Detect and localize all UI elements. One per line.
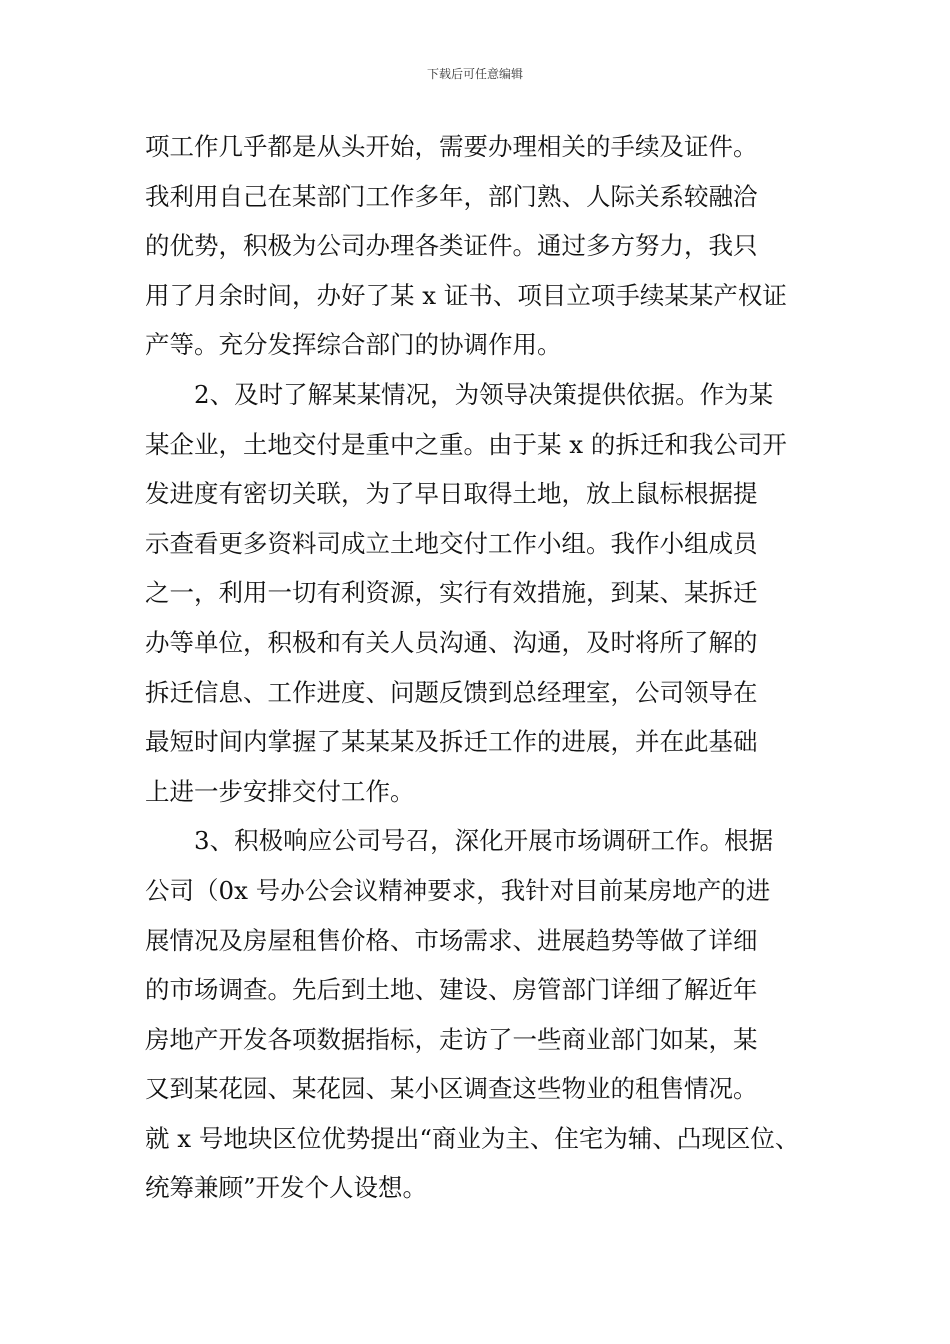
- text-line: 公司（0x 号办公会议精神要求，我针对目前某房地产的进: [145, 875, 771, 905]
- text-line: 我利用自己在某部门工作多年，部门熟、人际关系较融洽: [145, 181, 758, 211]
- text-line: 某企业，土地交付是重中之重。由于某 x 的拆迁和我公司开: [145, 429, 787, 459]
- text-line: 办等单位，积极和有关人员沟通、沟通，及时将所了解的: [145, 627, 758, 657]
- text-line: 最短时间内掌握了某某某及拆迁工作的进展，并在此基础: [145, 727, 758, 757]
- text-line: 拆迁信息、工作进度、问题反馈到总经理室，公司领导在: [145, 677, 758, 707]
- paragraph-start-line: 2、及时了解某某情况，为领导决策提供依据。作为某: [194, 379, 774, 409]
- text-line: 之一，利用一切有利资源，实行有效措施，到某、某拆迁: [145, 578, 758, 608]
- paragraph-start-line: 3、积极响应公司号召，深化开展市场调研工作。根据: [194, 826, 774, 856]
- text-line: 展情况及房屋租售价格、市场需求、进展趋势等做了详细: [145, 925, 758, 955]
- text-line: 又到某花园、某花园、某小区调查这些物业的租售情况。: [145, 1074, 758, 1104]
- document-body: [145, 122, 809, 1213]
- text-line: 示查看更多资料司成立土地交付工作小组。我作小组成员: [145, 528, 758, 558]
- text-line: 发进度有密切关联，为了早日取得土地，放上鼠标根据提: [145, 479, 758, 509]
- text-line: 产等。充分发挥综合部门的协调作用。: [145, 330, 562, 360]
- text-line: 统筹兼顾”开发个人设想。: [145, 1173, 428, 1203]
- text-line: 用了月余时间，办好了某 x 证书、项目立项手续某某产权证: [145, 280, 787, 310]
- text-line: 就 x 号地块区位优势提出“商业为主、住宅为辅、凸现区位、: [145, 1123, 800, 1153]
- text-line: 的优势，积极为公司办理各类证件。通过多方努力，我只: [145, 231, 758, 261]
- text-line: 房地产开发各项数据指标，走访了一些商业部门如某，某: [145, 1024, 758, 1054]
- page-header: 下载后可任意编辑: [426, 67, 523, 81]
- text-line: 的市场调查。先后到土地、建设、房管部门详细了解近年: [145, 975, 758, 1005]
- text-line: 上进一步安排交付工作。: [145, 776, 415, 806]
- text-line: 项工作几乎都是从头开始，需要办理相关的手续及证件。: [145, 132, 758, 161]
